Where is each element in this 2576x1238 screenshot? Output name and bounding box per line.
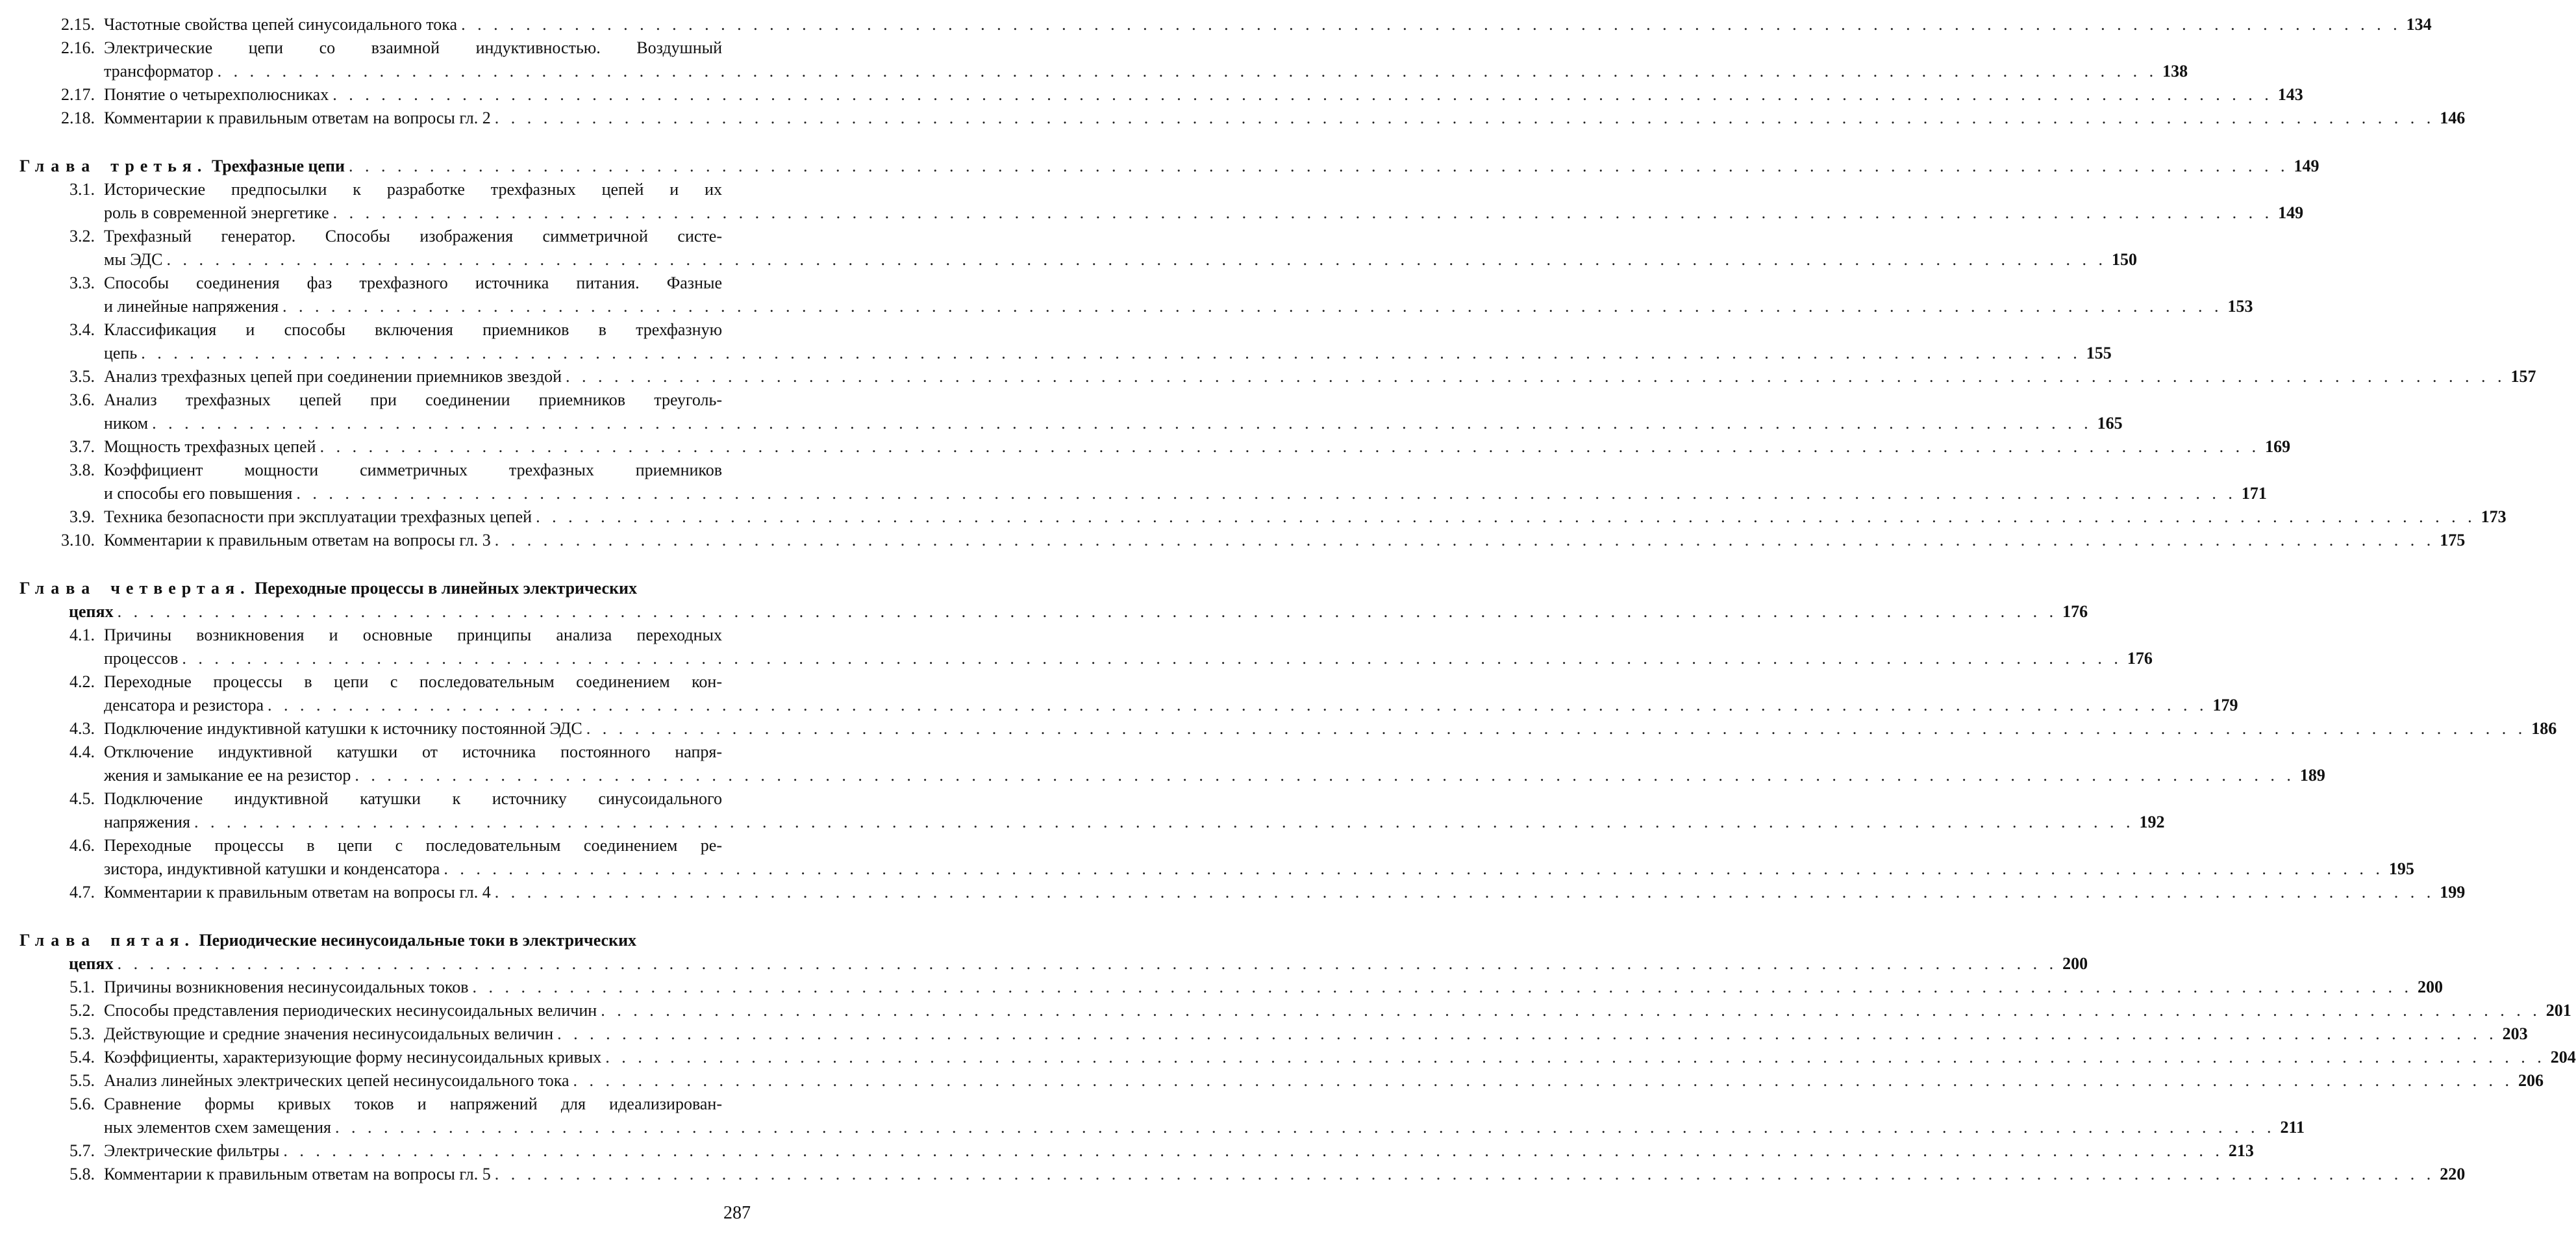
leader-dots: . . . . . . . . . . . . . . . . . . . . . . . . . . . . . . . . . . . . . . . . . . . . . . . . . . . . . . . . . . . . . . . . . . . . . . . . . . . . . . . . . . . . . . . . . . . . . . . . . . . . . . . . . . . . . . . . . . . . . . . . [349,157,2289,175]
leader-dots: . . . . . . . . . . . . . . . . . . . . . . . . . . . . . . . . . . . . . . . . . . . . . . . . . . . . . . . . . . . . . . . . . . . . . . . . . . . . . . . . . . . . . . . . . . . . . . . . . . . . . . . . . . . . . . . . . . . . . . . . [166,250,2107,269]
section-number: 3.6. [69,390,95,409]
leader-dots: . . . . . . . . . . . . . . . . . . . . . . . . . . . . . . . . . . . . . . . . . . . . . . . . . . . . . . . . . . . . . . . . . . . . . . . . . . . . . . . . . . . . . . . . . . . . . . . . . . . . . . . . . . . . . . . . . . . . . . . . [141,344,2081,362]
section-title: Понятие о четырехполюсниках [104,85,329,104]
section-title: Техника безопасности при эксплуатации трехфазных цепей [104,507,532,526]
page-ref: 201 [2545,1001,2571,1020]
chapter-label: Глава [19,579,97,598]
toc-line [104,807,2165,833]
leader-dots: . . . . . . . . . . . . . . . . . . . . . . . . . . . . . . . . . . . . . . . . . . . . . . . . . . . . . . . . . . . . . . . . . . . . . . . . . . . . . . . . . . . . . . . . . . . . . . . . . . . . . . . . . . . . . . . . . . . . . . . . [332,85,2273,104]
leader-dots: . . . . . . . . . . . . . . . . . . . . . . . . . . . . . . . . . . . . . . . . . . . . . . . . . . . . . . . . . . . . . . . . . . . . . . . . . . . . . . . . . . . . . . . . . . . . . . . . . . . . . . . . . . . . . . . . . . . . . . . . [355,766,2295,785]
section-title: мы ЭДС [104,250,163,269]
leader-dots: . . . . . . . . . . . . . . . . . . . . . . . . . . . . . . . . . . . . . . . . . . . . . . . . . . . . . . . . . . . . . . . . . . . . . . . . . . . . . . . . . . . . . . . . . . . . . . . . . . . . . . . . . . . . . . . . . . . . . . . . [182,649,2122,668]
leader-dots: . . . . . . . . . . . . . . . . . . . . . . . . . . . . . . . . . . . . . . . . . . . . . . . . . . . . . . . . . . . . . . . . . . . . . . . . . . . . . . . . . . . . . . . . . . . . . . . . . . . . . . . . . . . . . . . . . . . . . . . . [601,1001,2541,1020]
chapter-ordinal: третья. [110,157,208,175]
leader-dots: . . . . . . . . . . . . . . . . . . . . . . . . . . . . . . . . . . . . . . . . . . . . . . . . . . . . . . . . . . . . . . . . . . . . . . . . . . . . . . . . . . . . . . . . . . . . . . . . . . . . . . . . . . . . . . . . . . . . . . . . [444,859,2384,878]
page-ref: 179 [2212,696,2238,714]
page-ref: 134 [2406,15,2432,34]
toc-line [104,56,2188,82]
page-ref: 155 [2086,344,2112,362]
toc-line [104,197,2304,223]
chapter-title: цепях [69,954,114,973]
leader-dots: . . . . . . . . . . . . . . . . . . . . . . . . . . . . . . . . . . . . . . . . . . . . . . . . . . . . . . . . . . . . . . . . . . . . . . . . . . . . . . . . . . . . . . . . . . . . . . . . . . . . . . . . . . . . . . . . . . . . . . . . [494,1165,2435,1183]
toc-line [69,666,755,692]
section-title: Комментарии к правильным ответам на вопросы гл. 2 [104,108,491,127]
leader-dots: . . . . . . . . . . . . . . . . . . . . . . . . . . . . . . . . . . . . . . . . . . . . . . . . . . . . . . . . . . . . . . . . . . . . . . . . . . . . . . . . . . . . . . . . . . . . . . . . . . . . . . . . . . . . . . . . . . . . . . . . [472,978,2413,996]
section-title: Комментарии к правильным ответам на вопросы гл. 4 [104,883,491,902]
leader-dots: . . . . . . . . . . . . . . . . . . . . . . . . . . . . . . . . . . . . . . . . . . . . . . . . . . . . . . . . . . . . . . . . . . . . . . . . . . . . . . . . . . . . . . . . . . . . . . . . . . . . . . . . . . . . . . . . . . . . . . . . [334,1118,2275,1137]
toc-line [69,385,755,411]
leader-dots: . . . . . . . . . . . . . . . . . . . . . . . . . . . . . . . . . . . . . . . . . . . . . . . . . . . . . . . . . . . . . . . . . . . . . . . . . . . . . . . . . . . . . . . . . . . . . . . . . . . . . . . . . . . . . . . . . . . . . . . . [282,297,2223,316]
section-title: Комментарии к правильным ответам на вопросы гл. 5 [104,1165,491,1183]
toc-line [69,361,2536,387]
section-number: 3.8. [69,461,95,479]
page-ref: 138 [2162,62,2188,81]
toc-line [104,408,2123,434]
section-title: Подключение индуктивной катушки к источнику синусоидального [104,789,722,808]
toc-line [69,830,755,856]
section-number: 2.15. [61,15,95,34]
section-number: 2.18. [61,108,95,127]
toc-line [69,713,2557,739]
toc-line [61,32,755,58]
toc-line [69,221,755,247]
section-title: и способы его повышения [104,484,293,503]
section-title: Анализ линейных электрических цепей несинусоидального тока [104,1071,569,1090]
section-number: 5.4. [69,1048,95,1067]
toc-line [104,291,2253,317]
section-title: Переходные процессы в цепи с последовательным соединением кон- [104,672,722,691]
page-ref: 200 [2418,978,2444,996]
section-title: ником [104,414,149,433]
leader-dots: . . . . . . . . . . . . . . . . . . . . . . . . . . . . . . . . . . . . . . . . . . . . . . . . . . . . . . . . . . . . . . . . . . . . . . . . . . . . . . . . . . . . . . . . . . . . . . . . . . . . . . . . . . . . . . . . . . . . . . . . [319,437,2260,456]
page-ref: 192 [2139,813,2165,831]
leader-dots: . . . . . . . . . . . . . . . . . . . . . . . . . . . . . . . . . . . . . . . . . . . . . . . . . . . . . . . . . . . . . . . . . . . . . . . . . . . . . . . . . . . . . . . . . . . . . . . . . . . . . . . . . . . . . . . . . . . . . . . . [536,507,2476,526]
section-number: 3.10. [61,531,95,550]
section-number: 3.7. [69,437,95,456]
page-ref: 189 [2299,766,2325,785]
toc-line [69,972,2444,998]
section-number: 4.2. [69,672,95,691]
section-number: 4.7. [69,883,95,902]
chapter-label: Глава [19,157,97,175]
toc-line [61,525,2466,551]
leader-dots: . . . . . . . . . . . . . . . . . . . . . . . . . . . . . . . . . . . . . . . . . . . . . . . . . . . . . . . . . . . . . . . . . . . . . . . . . . . . . . . . . . . . . . . . . . . . . . . . . . . . . . . . . . . . . . . . . . . . . . . . [494,108,2435,127]
page-ref: 149 [2294,157,2320,175]
page-ref: 143 [2277,85,2303,104]
section-number: 4.1. [69,625,95,644]
section-title: Анализ трехфазных цепей при соединении приемников треуголь- [104,390,722,409]
section-title: Анализ трехфазных цепей при соединении приемников звездой [104,367,562,386]
toc-line [69,620,755,646]
page-ref: 211 [2280,1118,2305,1137]
section-title: Мощность трехфазных цепей [104,437,316,456]
section-number: 3.3. [69,273,95,292]
page-ref: 175 [2440,531,2466,550]
leader-dots: . . . . . . . . . . . . . . . . . . . . . . . . . . . . . . . . . . . . . . . . . . . . . . . . . . . . . . . . . . . . . . . . . . . . . . . . . . . . . . . . . . . . . . . . . . . . . . . . . . . . . . . . . . . . . . . . . . . . . . . . [283,1141,2223,1160]
toc-line [104,643,2153,669]
section-number: 3.2. [69,227,95,246]
page-ref: 173 [2481,507,2507,526]
section-title: и линейные напряжения [104,297,279,316]
section-title: роль в современной энергетике [104,203,329,222]
section-title: ных элементов схем замещения [104,1118,331,1137]
page-ref: 153 [2227,297,2253,316]
page-ref: 171 [2241,484,2267,503]
page-ref: 203 [2502,1024,2528,1043]
section-number: 5.1. [69,978,95,996]
toc-line [69,174,755,200]
section-title: Классификация и способы включения приемников в трехфазную [104,320,722,339]
leader-dots: . . . . . . . . . . . . . . . . . . . . . . . . . . . . . . . . . . . . . . . . . . . . . . . . . . . . . . . . . . . . . . . . . . . . . . . . . . . . . . . . . . . . . . . . . . . . . . . . . . . . . . . . . . . . . . . . . . . . . . . . [557,1024,2497,1043]
leader-dots: . . . . . . . . . . . . . . . . . . . . . . . . . . . . . . . . . . . . . . . . . . . . . . . . . . . . . . . . . . . . . . . . . . . . . . . . . . . . . . . . . . . . . . . . . . . . . . . . . . . . . . . . . . . . . . . . . . . . . . . . [117,954,2058,973]
chapter-title: Периодические несинусоидальные токи в электрических [194,931,637,950]
section-title: Коэффициенты, характеризующие форму несинусоидальных кривых [104,1048,602,1067]
section-title: Способы соединения фаз трехфазного источника питания. Фазные [104,273,722,292]
leader-dots: . . . . . . . . . . . . . . . . . . . . . . . . . . . . . . . . . . . . . . . . . . . . . . . . . . . . . . . . . . . . . . . . . . . . . . . . . . . . . . . . . . . . . . . . . . . . . . . . . . . . . . . . . . . . . . . . . . . . . . . . [573,1071,2513,1090]
section-title: Подключение индуктивной катушки к источнику постоянной ЭДС [104,719,582,738]
toc-line [61,9,2432,35]
section-number: 4.6. [69,836,95,855]
toc-line [69,455,755,481]
section-title: Трехфазный генератор. Способы изображения симметричной систе- [104,227,722,246]
leader-dots: . . . . . . . . . . . . . . . . . . . . . . . . . . . . . . . . . . . . . . . . . . . . . . . . . . . . . . . . . . . . . . . . . . . . . . . . . . . . . . . . . . . . . . . . . . . . . . . . . . . . . . . . . . . . . . . . . . . . . . . . [268,696,2208,714]
section-number: 3.9. [69,507,95,526]
toc-line [69,1042,2576,1068]
page-ref: 186 [2531,719,2557,738]
page-ref: 150 [2111,250,2137,269]
chapter-title: Переходные процессы в линейных электрических [250,579,638,598]
toc-line [69,1135,2254,1161]
toc-line [69,995,2571,1021]
section-number: 4.4. [69,742,95,761]
section-title: Переходные процессы в цепи с последовательным соединением ре- [104,836,722,855]
section-title: Частотные свойства цепей синусоидального тока [104,15,458,34]
toc-line [69,431,2291,457]
toc-line [104,760,2325,786]
page-ref: 176 [2062,602,2088,621]
section-title: Способы представления периодических несинусоидальных величин [104,1001,597,1020]
section-title: Причины возникновения и основные принципы анализа переходных [104,625,722,644]
section-title: Электрические цепи со взаимной индуктивностью. Воздушный [104,38,722,57]
toc-line [104,478,2267,504]
section-number: 2.17. [61,85,95,104]
toc-line [61,103,2466,129]
page-ref: 195 [2388,859,2414,878]
section-title: Электрические фильтры [104,1141,280,1160]
section-title: Исторические предпосылки к разработке трехфазных цепей и их [104,180,722,199]
leader-dots: . . . . . . . . . . . . . . . . . . . . . . . . . . . . . . . . . . . . . . . . . . . . . . . . . . . . . . . . . . . . . . . . . . . . . . . . . . . . . . . . . . . . . . . . . . . . . . . . . . . . . . . . . . . . . . . . . . . . . . . . [566,367,2506,386]
chapter-heading-cont [69,596,2088,622]
section-title: напряжения [104,813,190,831]
toc-line [69,737,755,763]
chapter-title: цепях [69,602,114,621]
toc-line [69,1089,755,1115]
page-ref: 200 [2062,954,2088,973]
section-number: 5.7. [69,1141,95,1160]
chapter-heading [19,925,755,951]
chapter-ordinal: четвертая. [110,579,251,598]
chapter-title: Трехфазные цепи [207,157,345,175]
section-number: 4.3. [69,719,95,738]
page-ref: 220 [2440,1165,2466,1183]
leader-dots: . . . . . . . . . . . . . . . . . . . . . . . . . . . . . . . . . . . . . . . . . . . . . . . . . . . . . . . . . . . . . . . . . . . . . . . . . . . . . . . . . . . . . . . . . . . . . . . . . . . . . . . . . . . . . . . . . . . . . . . . [461,15,2401,34]
toc-line [104,244,2137,270]
leader-dots: . . . . . . . . . . . . . . . . . . . . . . . . . . . . . . . . . . . . . . . . . . . . . . . . . . . . . . . . . . . . . . . . . . . . . . . . . . . . . . . . . . . . . . . . . . . . . . . . . . . . . . . . . . . . . . . . . . . . . . . . [494,531,2435,550]
toc-line [69,1065,2544,1091]
toc-line [104,1112,2305,1138]
leader-dots: . . . . . . . . . . . . . . . . . . . . . . . . . . . . . . . . . . . . . . . . . . . . . . . . . . . . . . . . . . . . . . . . . . . . . . . . . . . . . . . . . . . . . . . . . . . . . . . . . . . . . . . . . . . . . . . . . . . . . . . . [194,813,2134,831]
chapter-heading-cont [69,948,2088,974]
section-title: трансформатор [104,62,214,81]
section-number: 5.6. [69,1094,95,1113]
toc-line [61,79,2303,105]
section-title: процессов [104,649,179,668]
toc-line [69,877,2466,903]
toc-line [104,690,2238,716]
section-number: 5.2. [69,1001,95,1020]
page-ref: 206 [2518,1071,2544,1090]
page-number: 287 [723,1203,751,1223]
section-title: зистора, индуктивной катушки и конденсатора [104,859,440,878]
toc-line [104,338,2112,364]
leader-dots: . . . . . . . . . . . . . . . . . . . . . . . . . . . . . . . . . . . . . . . . . . . . . . . . . . . . . . . . . . . . . . . . . . . . . . . . . . . . . . . . . . . . . . . . . . . . . . . . . . . . . . . . . . . . . . . . . . . . . . . . [217,62,2158,81]
section-title: цепь [104,344,138,362]
section-title: Действующие и средние значения несинусоидальных величин [104,1024,554,1043]
toc-line [104,853,2414,879]
page-ref: 204 [2550,1048,2576,1067]
page-ref: 149 [2278,203,2304,222]
toc-line [69,1018,2528,1044]
chapter-heading [19,573,755,599]
page-ref: 199 [2440,883,2466,902]
page-ref: 157 [2510,367,2536,386]
leader-dots: . . . . . . . . . . . . . . . . . . . . . . . . . . . . . . . . . . . . . . . . . . . . . . . . . . . . . . . . . . . . . . . . . . . . . . . . . . . . . . . . . . . . . . . . . . . . . . . . . . . . . . . . . . . . . . . . . . . . . . . . [296,484,2236,503]
section-title: Отключение индуктивной катушки от источника постоянного напря- [104,742,722,761]
section-number: 2.16. [61,38,95,57]
section-title: Причины возникновения несинусоидальных токов [104,978,469,996]
page-ref: 176 [2127,649,2153,668]
toc-line [69,268,755,294]
section-title: жения и замыкание ее на резистор [104,766,351,785]
leader-dots: . . . . . . . . . . . . . . . . . . . . . . . . . . . . . . . . . . . . . . . . . . . . . . . . . . . . . . . . . . . . . . . . . . . . . . . . . . . . . . . . . . . . . . . . . . . . . . . . . . . . . . . . . . . . . . . . . . . . . . . . [586,719,2527,738]
toc-line [69,314,755,340]
section-title: Сравнение формы кривых токов и напряжений для идеализирован- [104,1094,722,1113]
page-ref: 146 [2440,108,2466,127]
section-number: 5.8. [69,1165,95,1183]
section-number: 3.5. [69,367,95,386]
chapter-heading [19,151,2320,177]
leader-dots: . . . . . . . . . . . . . . . . . . . . . . . . . . . . . . . . . . . . . . . . . . . . . . . . . . . . . . . . . . . . . . . . . . . . . . . . . . . . . . . . . . . . . . . . . . . . . . . . . . . . . . . . . . . . . . . . . . . . . . . . [152,414,2092,433]
toc-line [69,1159,2466,1185]
section-number: 3.4. [69,320,95,339]
section-number: 3.1. [69,180,95,199]
page-ref: 169 [2265,437,2291,456]
chapter-ordinal: пятая. [110,931,195,950]
leader-dots: . . . . . . . . . . . . . . . . . . . . . . . . . . . . . . . . . . . . . . . . . . . . . . . . . . . . . . . . . . . . . . . . . . . . . . . . . . . . . . . . . . . . . . . . . . . . . . . . . . . . . . . . . . . . . . . . . . . . . . . . [332,203,2273,222]
leader-dots: . . . . . . . . . . . . . . . . . . . . . . . . . . . . . . . . . . . . . . . . . . . . . . . . . . . . . . . . . . . . . . . . . . . . . . . . . . . . . . . . . . . . . . . . . . . . . . . . . . . . . . . . . . . . . . . . . . . . . . . . [117,602,2058,621]
section-number: 5.5. [69,1071,95,1090]
chapter-label: Глава [19,931,97,950]
page-ref: 165 [2097,414,2123,433]
section-number: 4.5. [69,789,95,808]
section-title: Коэффициент мощности симметричных трехфазных приемников [104,461,722,479]
leader-dots: . . . . . . . . . . . . . . . . . . . . . . . . . . . . . . . . . . . . . . . . . . . . . . . . . . . . . . . . . . . . . . . . . . . . . . . . . . . . . . . . . . . . . . . . . . . . . . . . . . . . . . . . . . . . . . . . . . . . . . . . [605,1048,2545,1067]
section-title: денсатора и резистора [104,696,264,714]
section-number: 5.3. [69,1024,95,1043]
toc-line [69,501,2507,527]
toc-line [69,783,755,809]
leader-dots: . . . . . . . . . . . . . . . . . . . . . . . . . . . . . . . . . . . . . . . . . . . . . . . . . . . . . . . . . . . . . . . . . . . . . . . . . . . . . . . . . . . . . . . . . . . . . . . . . . . . . . . . . . . . . . . . . . . . . . . . [494,883,2435,902]
page-ref: 213 [2228,1141,2254,1160]
section-title: Комментарии к правильным ответам на вопросы гл. 3 [104,531,491,550]
